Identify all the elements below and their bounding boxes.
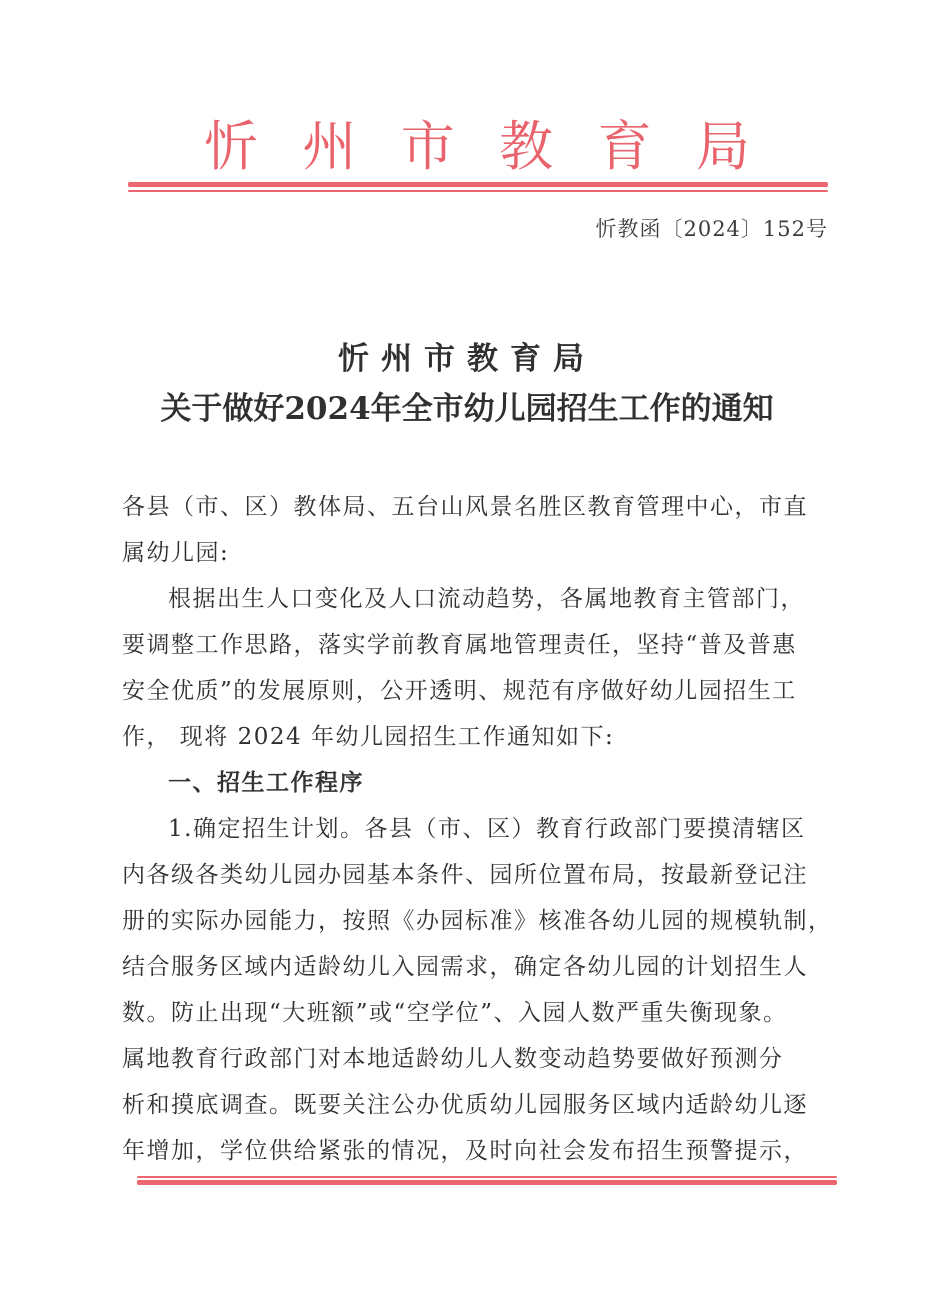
body-line: 各县（市、区）教体局、五台山风景名胜区教育管理中心，市直: [122, 494, 808, 520]
body-line: 要调整工作思路，落实学前教育属地管理责任，坚持“普及普惠: [122, 632, 797, 658]
document-title: [0, 336, 934, 432]
masthead-char: 市: [400, 115, 455, 178]
body-line: 1.确定招生计划。各县（市、区）教育行政部门要摸清辖区: [168, 816, 806, 842]
title-issuer: 忻州市教育局: [338, 341, 596, 377]
body-line: 结合服务区域内适龄幼儿入园需求，确定各幼儿园的计划招生人: [122, 954, 808, 980]
footer-rule-thick: [137, 1180, 837, 1185]
body-line: 析和摸底调查。既要关注公办优质幼儿园服务区域内适龄幼儿逐: [122, 1092, 808, 1118]
body-line: 作， 现将 2024 年幼儿园招生工作通知如下:: [122, 724, 615, 750]
footer-rule-thin: [137, 1176, 837, 1178]
body-line: 内各级各类幼儿园办园基本条件、园所位置布局，按最新登记注: [122, 862, 808, 888]
masthead-char: 局: [695, 115, 750, 178]
masthead-char: 育: [597, 115, 652, 178]
title-subject: 关于做好2024年全市幼儿园招生工作的通知: [160, 391, 774, 427]
body-line: 根据出生人口变化及人口流动趋势，各属地教育主管部门，: [168, 586, 805, 612]
body-line: 属地教育行政部门对本地适龄幼儿人数变动趋势要做好预测分: [122, 1046, 784, 1072]
header-rule-thick: [128, 182, 828, 187]
body-line: 安全优质”的发展原则，公开透明、规范有序做好幼儿园招生工: [122, 678, 797, 704]
body-line: 数。防止出现“大班额”或“空学位”、入园人数严重失衡现象。: [122, 1000, 788, 1026]
body-line: 年增加，学位供给紧张的情况，及时向社会发布招生预警提示，: [122, 1138, 808, 1164]
body-line: 属幼儿园:: [122, 540, 230, 566]
masthead-char: 忻: [204, 115, 258, 178]
section-heading: 一、招生工作程序: [168, 770, 364, 796]
masthead-title: [128, 112, 828, 182]
masthead-char: 州: [302, 115, 357, 178]
header-rule-thin: [128, 190, 828, 192]
masthead-char: 教: [499, 115, 554, 178]
body-line: 册的实际办园能力，按照《办园标准》核准各幼儿园的规模轨制，: [122, 908, 833, 934]
document-number: 忻教函〔2024〕152号: [595, 217, 828, 241]
document-body: [122, 484, 834, 1174]
